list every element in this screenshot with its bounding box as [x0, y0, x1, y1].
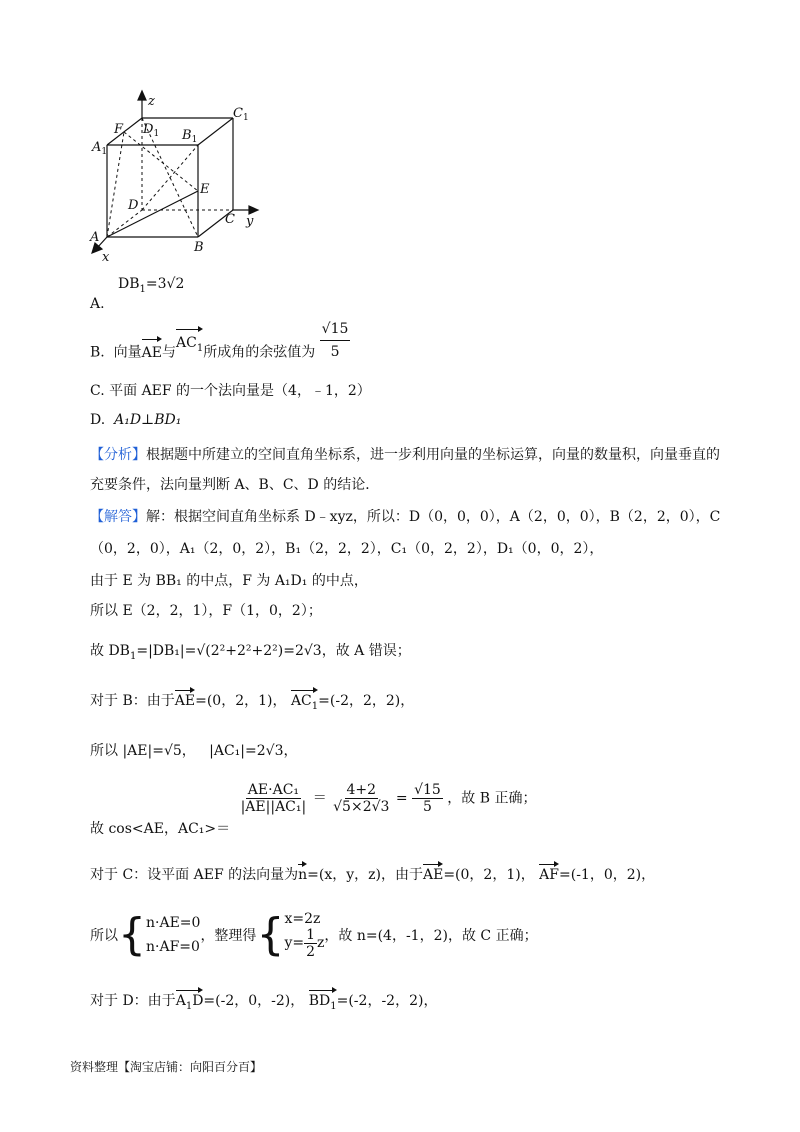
solution-line-11: 对于 D：由于$A_1D=(-2$，0，-2)， $BD_1=(-2$，-2，2)， — [90, 993, 438, 1012]
solution-line-4: 所以 E（2，2，1），F（1，0，2）； — [90, 603, 322, 619]
option-b-fraction: $\frac{√15}{5}$ — [320, 318, 351, 363]
cos-fraction-2: $\frac{4+2}{√5\times 2√3}$ — [333, 782, 390, 815]
solution-tag: 【解答】 — [90, 509, 146, 525]
footer-source: 资料整理【淘宝店铺：向阳百分百】 — [70, 1060, 263, 1074]
vertex-C: C — [225, 212, 235, 227]
vertex-A: A — [90, 230, 100, 245]
solution-line-8: 故 cos<AE，AC₁>＝ $\frac{\text{AE·AC₁}}{\text{|AE||AC₁|}}$ ＝ $\frac{4+2}{√5\times 2√3}$ = $\frac{√15}{5}$ ，故 B 正确； — [90, 782, 537, 837]
solution-line-5: 故 $DB_1=|DB_1|=√(2^2+2^2+2^2)=2√3$，故 A 错误； — [90, 643, 411, 662]
solution-line-6: 对于 B：由于AE=(0，2，1)， $AC_1=(-2$，2，2)， — [90, 693, 415, 712]
vertex-B: B — [194, 240, 204, 255]
cos-fraction-1: $\frac{\text{AE·AC₁}}{\text{|AE||AC₁|}}$ — [240, 782, 307, 815]
vector-ae: AE — [142, 342, 162, 364]
solution-line-9: 对于 C：设平面 AEF 的法向量为n=(x，y，z)，由于AE=(0，2，1)， AF=(-1，0，2)， — [90, 867, 656, 883]
option-a-expr: $DB_1=3√2$ — [118, 276, 185, 295]
cos-fraction-3: $\frac{√15}{5}$ — [414, 782, 441, 815]
option-b: B. 向量AE与$AC_1$所成角的余弦值为 $\frac{√15}{5}$ — [90, 330, 350, 375]
vector-ac1: $AC_1$ — [176, 332, 203, 360]
vertex-A1: $A_1$ — [92, 140, 108, 157]
option-d: D. A₁D⊥BD₁ — [90, 412, 182, 428]
option-c: C. 平面 AEF 的一个法向量是（4，﹣1，2） — [90, 383, 371, 399]
axis-y-label: y — [246, 214, 254, 229]
vertex-F: F — [114, 122, 124, 137]
solution-line-7: 所以 |AE|=√5， |AC₁|=2√3， — [90, 743, 298, 759]
solution-line-2: （0，2，0），A₁（2，0，2），B₁（2，2，2），C₁（0，2，2），D₁（0，0，2）， — [90, 541, 604, 557]
vertex-D1: $D_1$ — [143, 122, 160, 139]
vertex-E: E — [200, 182, 210, 197]
cube-figure — [80, 85, 280, 265]
solution-line-10: 所以 { n·AE=0 n·AF=0 ，整理得 { x=2z y= $\frac{1}{2}$ z ，故 n=(4，-1，2)，故 C 正确； — [90, 909, 538, 960]
analysis-tag: 【分析】 — [90, 447, 146, 463]
vertex-B1: $B_1$ — [182, 128, 198, 145]
solution-line-1: 【解答】解：根据空间直角坐标系 D﹣xyz，所以：D（0，0，0），A（2，0，0），B（2，2，0），C — [90, 509, 721, 525]
axis-x-label: x — [102, 250, 110, 265]
axis-z-label: z — [148, 94, 155, 109]
vertex-C1: $C_1$ — [233, 106, 249, 123]
option-a-label: A. — [90, 296, 105, 312]
analysis-line-1: 【分析】根据题中所建立的空间直角坐标系，进一步利用向量的坐标运算，向量的数量积，向量垂直的 — [90, 447, 720, 463]
vertex-D: D — [128, 198, 139, 213]
solution-line-3: 由于 E 为 BB₁ 的中点，F 为 A₁D₁ 的中点， — [90, 573, 368, 589]
analysis-line-2: 充要条件，法向量判断 A、B、C、D 的结论． — [90, 477, 380, 493]
